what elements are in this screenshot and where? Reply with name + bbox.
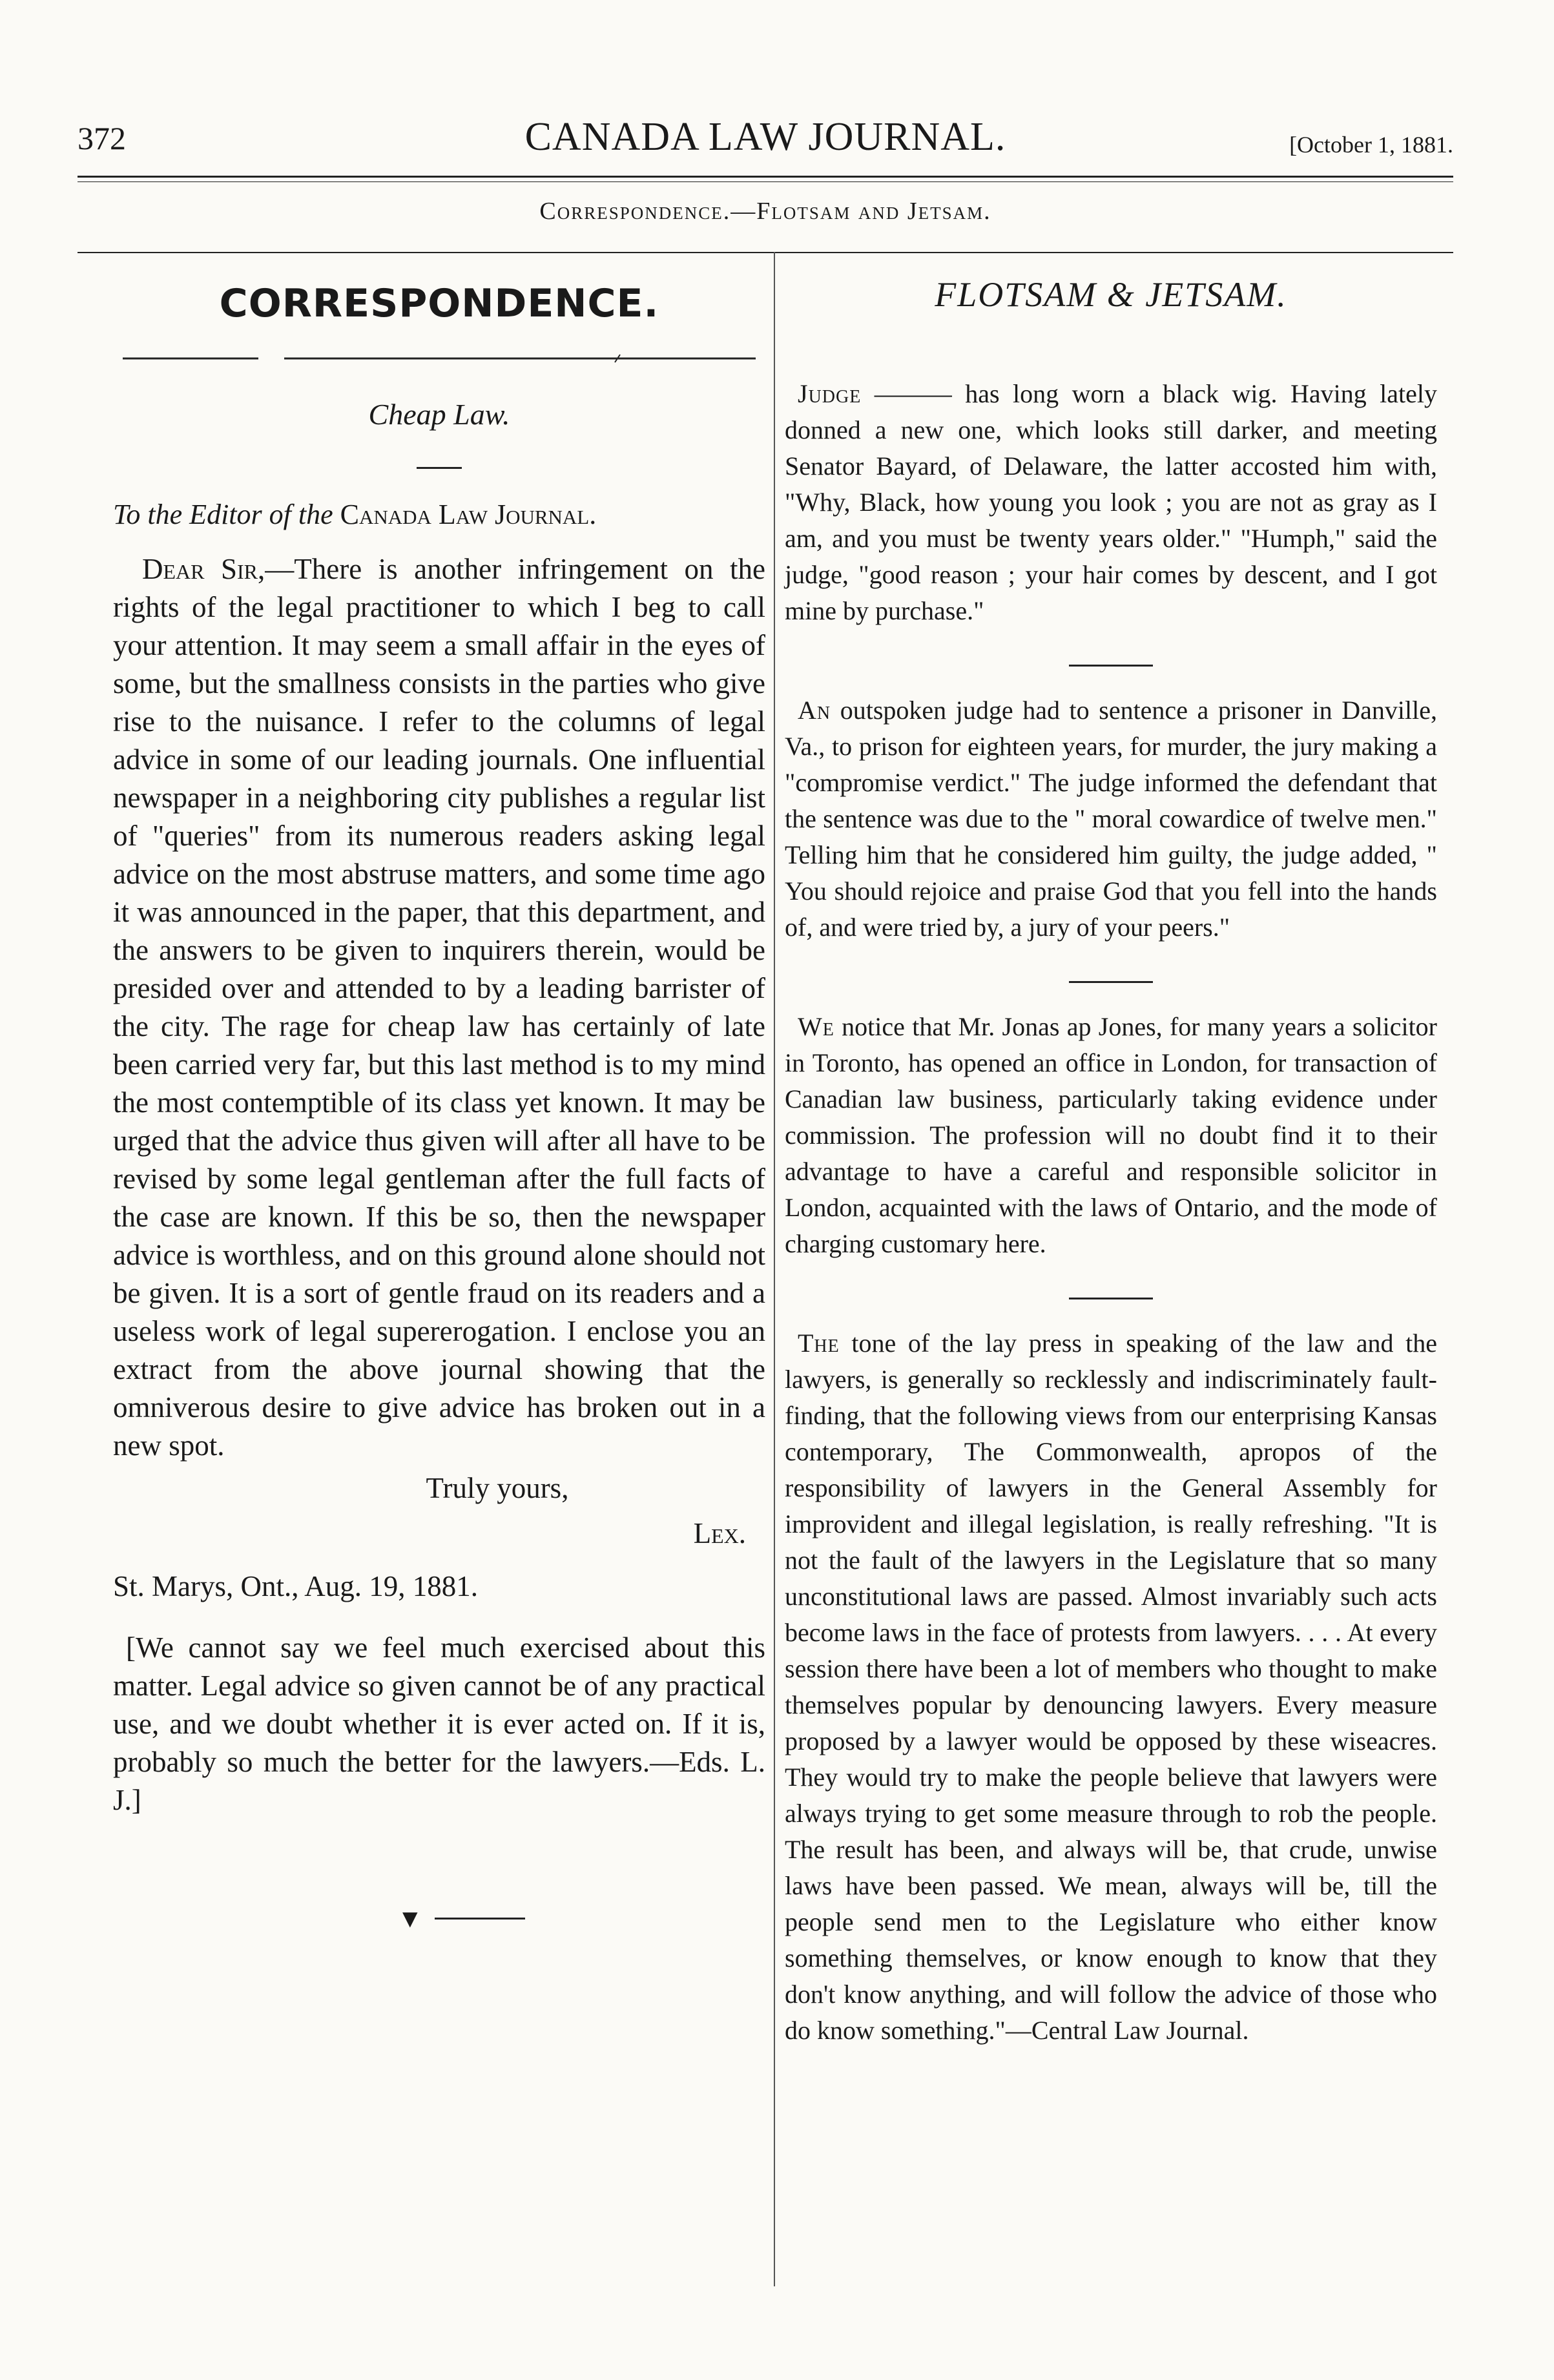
item-lead: The (798, 1329, 840, 1358)
subhead-rule (417, 467, 462, 469)
item-lead: An (798, 696, 831, 725)
letter-addressee (113, 498, 765, 531)
salutation: Dear Sir, (142, 553, 265, 585)
letter-text: —There is another infringement on the rights of the legal practitioner to which I beg to call your attention. It may seem a small affair in the eyes of some, but the smallness consists in the parties who give rise to the nuisance. I refer to the columns of legal advice in some of our leading journals. One influential newspaper in a neighboring city publishes a regular list of "queries" from its numerous readers asking legal advice on the most abstruse matters, and some time ago it was announced in the paper, that this department, and the answers to be given to inquirers therein, would be presided over and attended to by a leading barrister of the city. The rage for cheap law has certainly of late been carried very far, but this last method is to my mind the most contemptible of its class yet known. It may be urged that the advice thus given will after all have to be revised by some legal gentleman after the full facts of the case are known. If this be so, then the newspaper advice is worthless, and on this ground alone should not be given. It is a sort of gentle fraud on its readers and a useless work of legal supererogation. I enclose you an extract from the above journal showing that the omniverous desire to give advice has broken out in a new spot. (113, 553, 765, 1462)
list-item (785, 692, 1437, 946)
issue-date: [October 1, 1881. (1289, 132, 1453, 158)
ornament-rule (123, 352, 756, 365)
header-rule-bottom (78, 181, 1453, 182)
item-lead: Judge (798, 379, 862, 408)
column-divider (774, 252, 775, 2286)
item-text: outspoken judge had to sentence a prisoner in Danville, Va., to prison for eighteen years, for murder, the jury making a "compromise verdict." The judge informed the defendant that the sentence was due to the " moral cowardice of twelve men." Telling him that he considered him guilty, the judge added, " You should rejoice and praise God that you fell into the hands of, and were tried by, a jury of your peers." (785, 696, 1437, 942)
bullet-icon: ▼ (397, 1904, 423, 1933)
section-line: Correspondence.—Flotsam and Jetsam. (539, 198, 991, 225)
item-lead: We (798, 1012, 834, 1041)
letter-body (113, 550, 765, 1465)
letter-subhead: Cheap Law. (368, 398, 510, 431)
correspondence-heading: CORRESPONDENCE. (219, 281, 659, 326)
flotsam-heading: FLOTSAM & JETSAM. (935, 275, 1287, 314)
item-text: notice that Mr. Jonas ap Jones, for many years a solicitor in Toronto, has opened an office in London, for transaction of Canadian law business, particularly taking evidence under commission. The profession will no doubt find it to their advantage to have a careful and responsible solicitor in London, acquainted with the laws of Ontario, and the mode of charging customary here. (785, 1012, 1437, 1258)
editor-note: [We cannot say we feel much exercised about this matter. Legal advice so given cannot be of any practical use, and we doubt whether it is ever acted on. If it is, probably so much the better for the lawyers.—Eds. L. J.] (113, 1631, 765, 1816)
flotsam-column (785, 255, 1437, 2049)
letter-closing: Truly yours, (426, 1472, 569, 1504)
journal-title: CANADA LAW JOURNAL. (524, 115, 1006, 159)
header-rule-top (78, 176, 1453, 178)
item-divider (1069, 665, 1153, 667)
list-item (785, 376, 1437, 629)
end-mark (397, 1903, 765, 1934)
correspondence-column (113, 255, 765, 1934)
section-rule (78, 252, 1453, 253)
end-rule (435, 1918, 525, 1920)
list-item (785, 1009, 1437, 1262)
letter-signature: Lex. (693, 1517, 746, 1549)
item-text: ——— has long worn a black wig. Having lately donned a new one, which looks still darker, and meeting Senator Bayard, of Delaware, the latter accosted him with, "Why, Black, how young you look ; you are not as gray as I am, and you must be twenty years older." "Humph," said the judge, "good reason ; your hair comes by descent, and I got mine by purchase." (785, 379, 1437, 625)
list-item (785, 1325, 1437, 2049)
item-text: tone of the lay press in speaking of the law and the lawyers, is generally so recklessly and indiscriminately fault-finding, that the following views from our enterprising Kansas contemporary, The Commonwealth, apropos of the responsibility of lawyers in the General Assembly for improvident and illegal legislation, is really refreshing. "It is not the fault of the lawyers in the Legislature that so many unconstitutional laws are passed. Almost invariably such acts become laws in the face of protests from lawyers. . . . At every session there have been a lot of members who thought to make themselves popular by denouncing lawyers. Every measure proposed by a lawyer would be opposed by these wiseacres. They would try to make the people believe that lawyers were always trying to get some measure through to rob the people. The result has been, and always will be, that crude, unwise laws have been passed. We mean, always will be, till the people send men to the Legislature who either know something themselves, or know enough to know that they don't know anything, and will follow the advice of those who do know something."—Central Law Journal. (785, 1329, 1437, 2045)
addressee-journal: Canada Law Journal. (340, 499, 597, 530)
letter-place-date: St. Marys, Ont., Aug. 19, 1881. (113, 1570, 479, 1602)
page-number: 372 (78, 120, 126, 156)
item-divider (1069, 981, 1153, 983)
item-divider (1069, 1298, 1153, 1299)
page-header (78, 107, 1453, 165)
addressee-italic: To the Editor of the (113, 499, 333, 530)
